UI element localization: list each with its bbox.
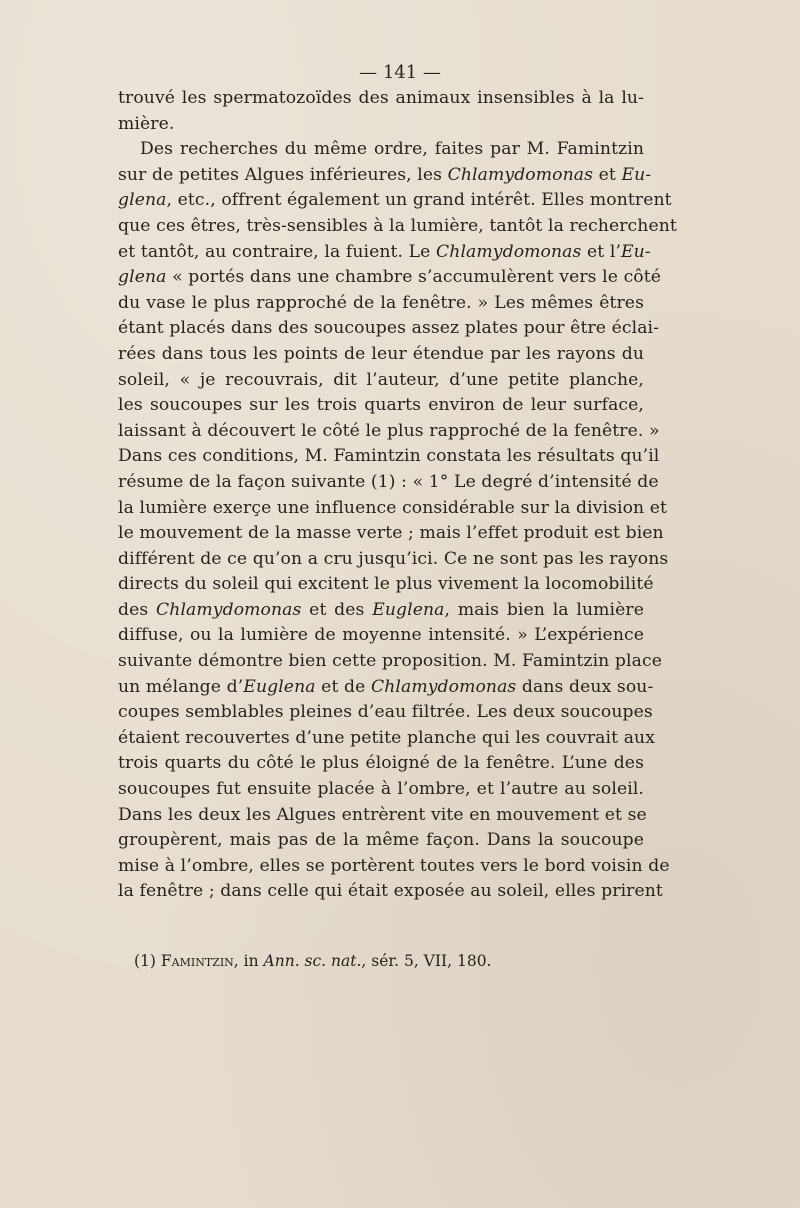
footnote-journal: Ann. sc. nat. — [263, 952, 362, 970]
text-line: glena « portés dans une chambre s’accumulèrent vers le côté — [118, 267, 662, 288]
text-line: groupèrent, mais pas de la même façon. Dans la soucoupe — [118, 830, 644, 851]
text-line: mière. — [118, 113, 175, 134]
text-line: étant placés dans des soucoupes assez plates pour être éclai- — [118, 318, 660, 339]
footnote-marker: (1) — [134, 952, 156, 970]
text-line: étaient recouvertes d’une petite planche qui les couvrait aux — [118, 727, 656, 748]
text-line: glena, etc., offrent également un grand intérêt. Elles montrent — [118, 190, 672, 211]
text-line: un mélange d’Euglena et de Chlamydomonas dans deux sou- — [118, 676, 654, 697]
text-line: du vase le plus rapproché de la fenêtre. » Les mêmes êtres — [118, 292, 644, 313]
text-line: Dans ces conditions, M. Famintzin constata les résultats qu’il — [118, 446, 660, 467]
text-line: suivante démontre bien cette proposition. M. Famintzin place — [118, 651, 662, 672]
text-line: résume de la façon suivante (1) : « 1° Le degré d’intensité de — [118, 471, 659, 492]
text-line: la lumière exerçe une influence considérable sur la division et — [118, 497, 668, 518]
text-line: les soucoupes sur les trois quarts environ de leur surface, — [118, 395, 644, 416]
text-line: soucoupes fut ensuite placée à l’ombre, et l’autre au soleil. — [118, 779, 644, 800]
text-line: Des recherches du même ordre, faites par M. Famintzin — [140, 139, 644, 160]
text-line: trois quarts du côté le plus éloigné de la fenêtre. L’une des — [118, 753, 644, 774]
footnote-text: , in — [233, 952, 264, 970]
text-line: différent de ce qu’on a cru jusqu’ici. Ce ne sont pas les rayons — [118, 548, 669, 569]
body-text — [118, 86, 677, 905]
text-line: rées dans tous les points de leur étendue par les rayons du — [118, 343, 644, 364]
text-line: et tantôt, au contraire, la fuient. Le Chlamydomonas et l’Eu- — [118, 241, 651, 262]
text-line: des Chlamydomonas et des Euglena, mais bien la lumière — [118, 599, 644, 620]
text-line: laissant à découvert le côté le plus rapproché de la fenêtre. » — [118, 420, 660, 441]
footnote-author: Famintzin — [160, 952, 234, 970]
page-number: — 141 — — [359, 62, 441, 83]
footnote-citation: , sér. 5, VII, 180. — [361, 952, 492, 970]
text-line: la fenêtre ; dans celle qui était exposée au soleil, elles prirent — [118, 881, 663, 902]
text-line: coupes semblables pleines d’eau filtrée. Les deux soucoupes — [118, 702, 653, 723]
text-line: diffuse, ou la lumière de moyenne intensité. » L’expérience — [118, 625, 644, 646]
text-line: mise à l’ombre, elles se portèrent toutes vers le bord voisin de — [118, 855, 670, 876]
footnote — [134, 952, 491, 970]
text-line: trouvé les spermatozoïdes des animaux insensibles à la lu- — [118, 88, 644, 108]
text-line: le mouvement de la masse verte ; mais l’effet produit est bien — [118, 523, 664, 544]
text-line: soleil, « je recouvrais, dit l’auteur, d’une petite planche, — [118, 369, 644, 390]
text-line: Dans les deux les Algues entrèrent vite en mouvement et se — [118, 804, 647, 825]
text-line: sur de petites Algues inférieures, les Chlamydomonas et Eu- — [118, 164, 652, 185]
text-line: que ces êtres, très-sensibles à la lumière, tantôt la recherchent — [118, 215, 677, 236]
text-line: directs du soleil qui excitent le plus vivement la locomobilité — [118, 574, 654, 595]
